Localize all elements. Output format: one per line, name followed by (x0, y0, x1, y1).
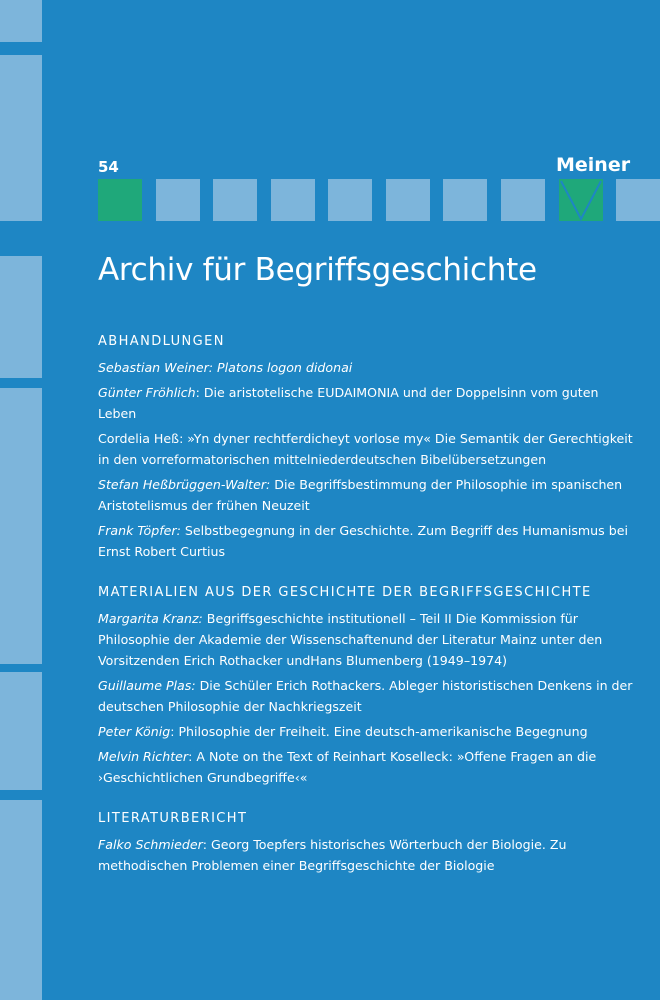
entry-author: Stefan Heßbrüggen-Walter: (98, 477, 271, 492)
toc-entry (98, 357, 633, 378)
section-literaturbericht (98, 810, 633, 876)
section-abhandlungen (98, 333, 633, 562)
entry-title: : A Note on the Text of Reinhart Koselleck: »Offene Fragen an die ›Geschichtlichen Grundbegriffe‹« (98, 749, 597, 785)
issue-number: 54 (98, 158, 119, 176)
entry-title: Cordelia Heß: »Yn dyner rechtferdicheyt vorlose my« Die Semantik der Gerechtigkeit in den vorreformatorischen mittelniederdeutschen Bibelübersetzungen (98, 431, 633, 467)
section-heading: LITERATURBERICHT (98, 811, 248, 826)
toc-entry (98, 721, 633, 742)
toc-entry (98, 520, 633, 562)
decorative-square (0, 179, 42, 221)
decorative-strip-block (0, 55, 42, 183)
toc-entry (98, 382, 633, 424)
decorative-strip-block (0, 388, 42, 664)
journal-title: Archiv für Begriffsgeschichte (98, 252, 537, 288)
decorative-square (616, 179, 660, 221)
decorative-strip-block (0, 256, 42, 378)
entry-author: Sebastian Weiner: Platons logon didonai (98, 360, 353, 375)
decorative-square (443, 179, 487, 221)
entry-author: Margarita Kranz: (98, 611, 203, 626)
entry-title: Begriffsgeschichte institutionell – Teil II Die Kommission für Philosophie der Akademie der Wissenschaftenund der Literatur Mainz unter den Vorsitzenden Erich Rothacker undHans Blumenberg (1949–1974) (98, 611, 603, 668)
entry-title: Selbstbegegnung in der Geschichte. Zum Begriff des Humanismus bei Ernst Robert Curtius (98, 523, 628, 559)
decorative-square (501, 179, 545, 221)
entry-author: Peter König (98, 724, 171, 739)
toc-entry (98, 834, 633, 876)
entry-title: Die Begriffsbestimmung der Philosophie im spanischen Aristotelismus der frühen Neuzeit (98, 477, 623, 513)
toc-entry (98, 746, 633, 788)
entry-author: Falko Schmieder (98, 837, 203, 852)
publisher-logo-icon (559, 179, 603, 221)
decorative-square (386, 179, 430, 221)
decorative-strip-block (0, 672, 42, 790)
entry-author: Melvin Richter (98, 749, 189, 764)
decorative-square-green (98, 179, 142, 221)
decorative-square (156, 179, 200, 221)
toc-entry (98, 608, 633, 671)
entry-title: : Die aristotelische EUDAIMONIA und der Doppelsinn vom guten Leben (98, 385, 599, 421)
section-heading: MATERIALIEN AUS DER GESCHICHTE DER BEGRIFFSGESCHICHTE (98, 585, 592, 600)
toc-entry (98, 474, 633, 516)
entry-author: Frank Töpfer: (98, 523, 181, 538)
entry-author: Guillaume Plas: (98, 678, 196, 693)
decorative-strip-block (0, 0, 42, 42)
entry-title: : Georg Toepfers historisches Wörterbuch der Biologie. Zu methodischen Problemen einer Begriffsgeschichte der Biologie (98, 837, 567, 873)
section-materialien (98, 584, 633, 788)
entry-author: Günter Fröhlich (98, 385, 196, 400)
entry-title: Die Schüler Erich Rothackers. Ableger historistischen Denkens in der deutschen Philosophie der Nachkriegszeit (98, 678, 633, 714)
section-heading: ABHANDLUNGEN (98, 334, 225, 349)
decorative-square (271, 179, 315, 221)
decorative-square (213, 179, 257, 221)
table-of-contents (98, 333, 633, 898)
decorative-strip-block (0, 800, 42, 1000)
decorative-square (328, 179, 372, 221)
entry-title: : Philosophie der Freiheit. Eine deutsch-amerikanische Begegnung (170, 724, 588, 739)
toc-entry (98, 428, 633, 470)
publisher-name: Meiner (556, 154, 631, 176)
toc-entry (98, 675, 633, 717)
